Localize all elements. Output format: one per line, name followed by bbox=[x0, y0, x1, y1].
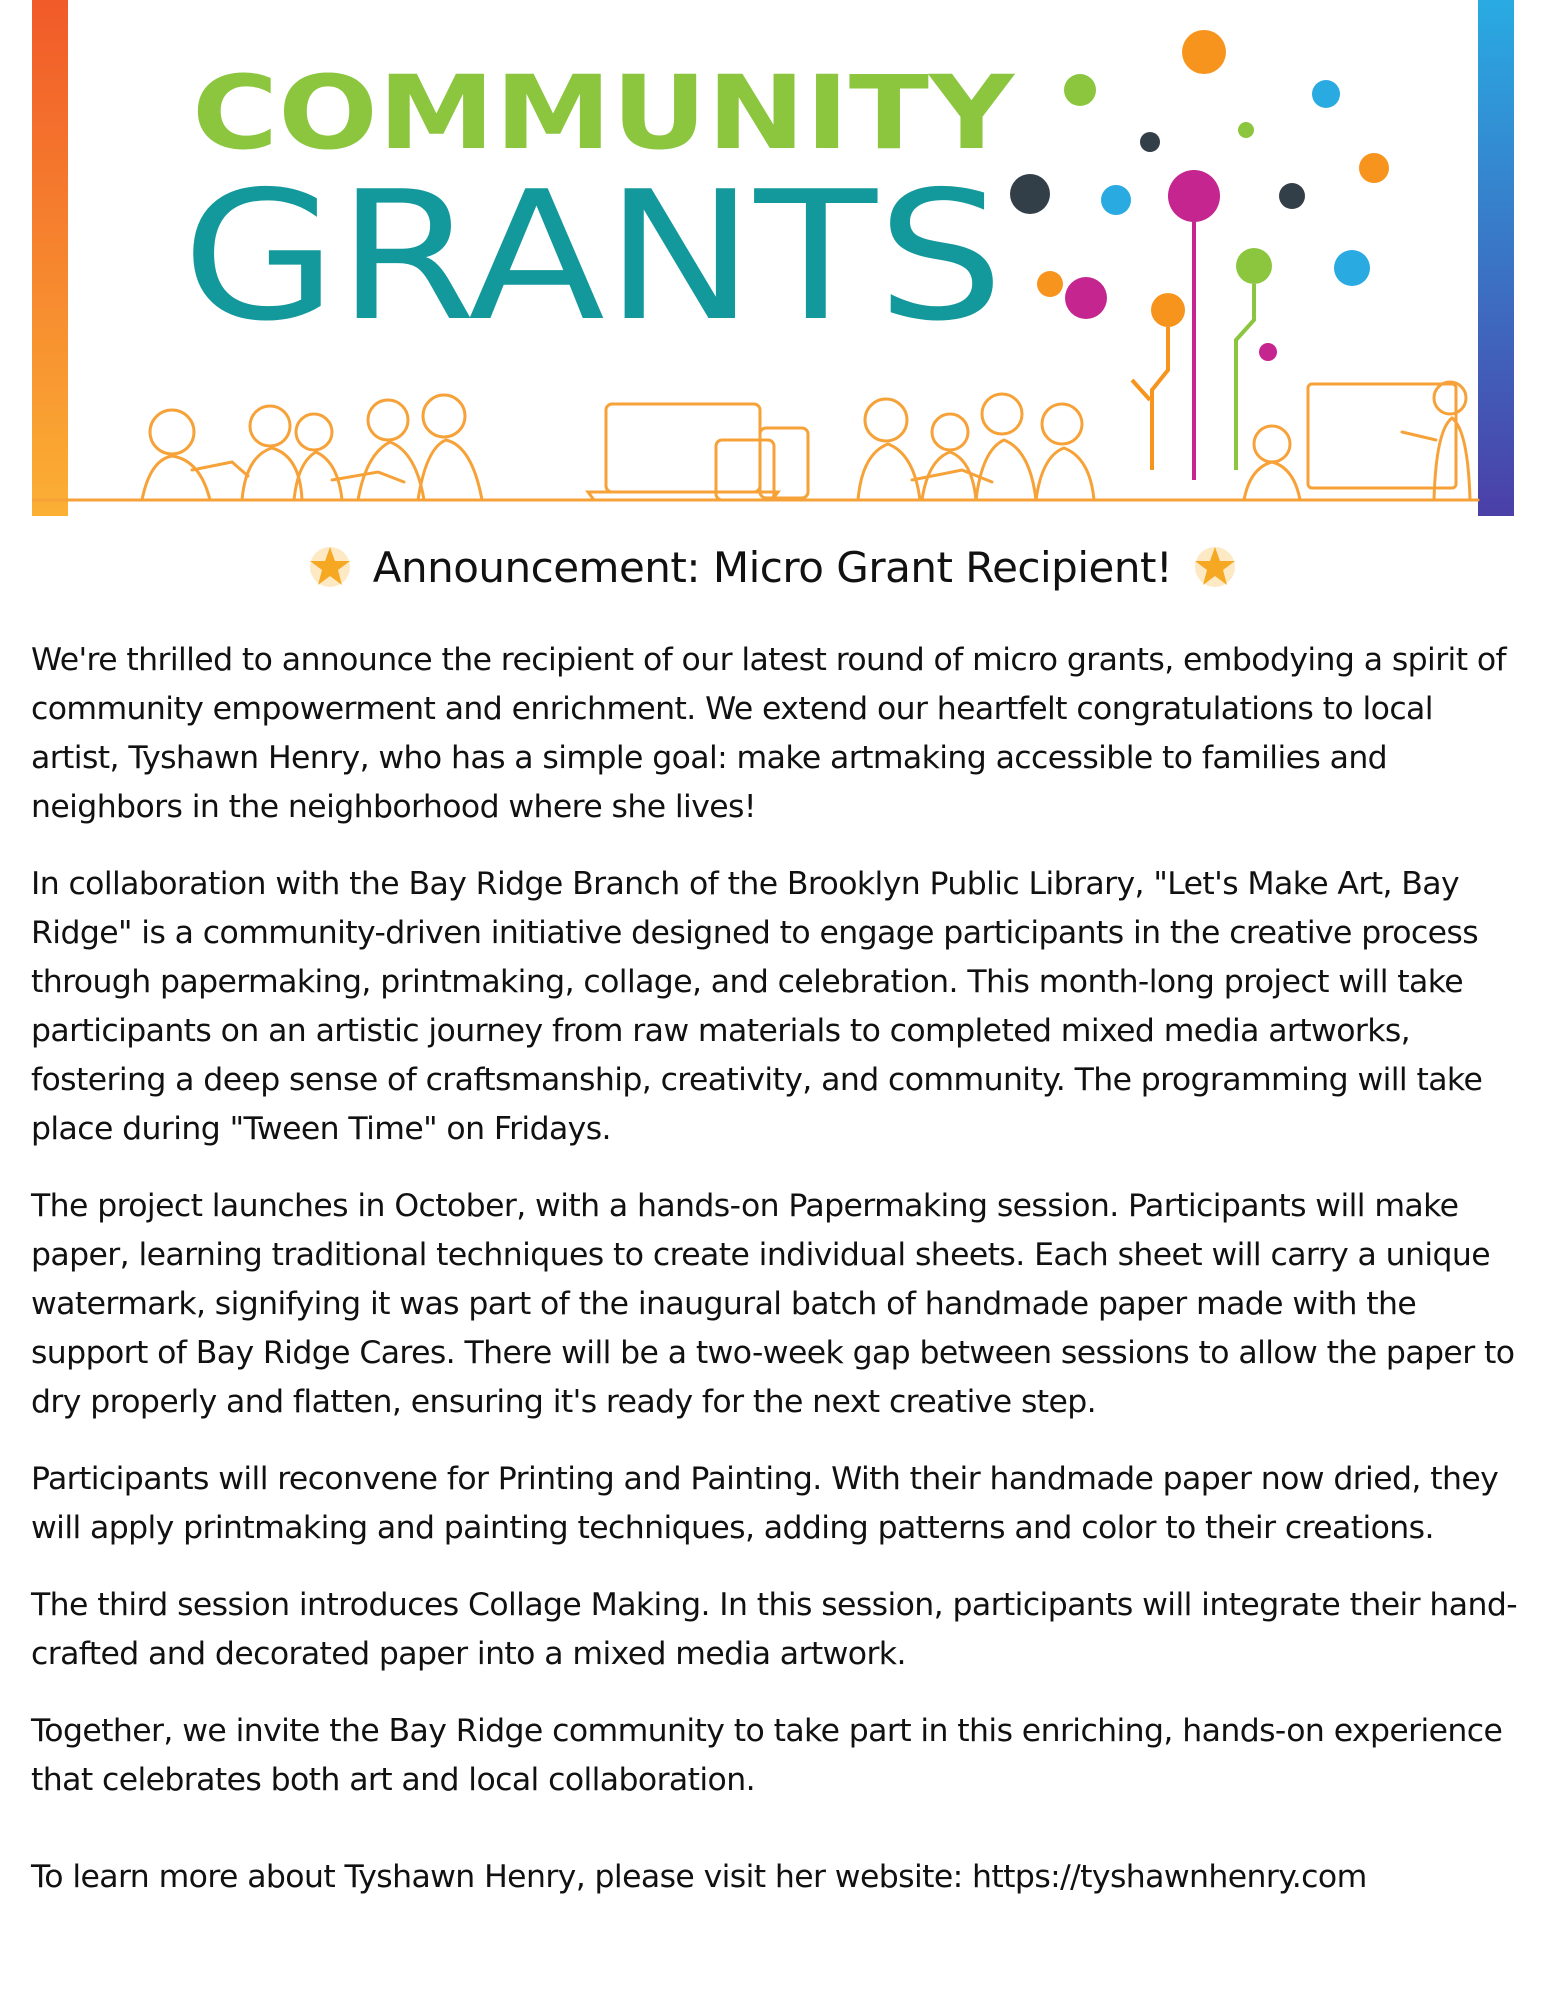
paragraph-recipient: We're thrilled to announce the recipient of our latest round of micro grants, embodying a spirit of community empowerment and enrichment. We extend our heartfelt congratulations to local artist, Tyshawn Henry, who has a simple goal: make artmaking accessible to families and neighbors in the neighborhood where she lives! bbox=[31, 642, 1507, 825]
dot bbox=[1312, 80, 1340, 108]
announcement-heading bbox=[0, 532, 1545, 602]
dot bbox=[1279, 183, 1305, 209]
dot bbox=[1064, 74, 1096, 106]
paragraph-collage: The third session introduces Collage Making. In this session, participants will integrate their hand-crafted and decorated paper into a mixed media artwork. bbox=[31, 1587, 1518, 1672]
dot bbox=[1010, 174, 1050, 214]
paragraph-printing-painting: Participants will reconvene for Printing and Painting. With their handmade paper now dried, they will apply printmaking and painting techniques, adding patterns and color to their creations. bbox=[31, 1461, 1499, 1546]
announcement-title: Announcement: Micro Grant Recipient! bbox=[372, 542, 1173, 592]
right-color-bar bbox=[1478, 0, 1514, 516]
circuit-lines bbox=[1132, 222, 1254, 480]
dot bbox=[1236, 248, 1272, 284]
dot bbox=[1359, 153, 1389, 183]
paragraph-collaboration: In collaboration with the Bay Ridge Branch of the Brooklyn Public Library, "Let's Make Art, Bay Ridge" is a community-driven initiative designed to engage participants in the creative process through papermaking, printmaking, collage, and celebration. This month-long project will take participants on an artistic journey from raw materials to completed mixed media artworks, fostering a deep sense of craftsmanship, creativity, and community. The programming will take place during "Tween Time" on Fridays. bbox=[31, 866, 1483, 1147]
dot bbox=[1065, 277, 1107, 319]
banner-community-text: COMMUNITY bbox=[192, 54, 1016, 173]
dot bbox=[1037, 271, 1063, 297]
dot bbox=[1182, 30, 1226, 74]
sparkle-star-icon bbox=[305, 542, 355, 592]
left-color-bar bbox=[32, 0, 68, 516]
paragraph-papermaking: The project launches in October, with a hands-on Papermaking session. Participants will make paper, learning traditional techniques to create individual sheets. Each sheet will carry a unique watermark, signifying it was part of the inaugural batch of handmade paper made with the support of Bay Ridge Cares. There will be a two-week gap between sessions to allow the paper to dry properly and flatten, ensuring it's ready for the next creative step. bbox=[31, 1188, 1515, 1420]
sparkle-star-icon bbox=[1190, 542, 1240, 592]
dot bbox=[1151, 293, 1185, 327]
dot bbox=[1334, 250, 1370, 286]
dot bbox=[1259, 343, 1277, 361]
community-grants-banner bbox=[32, 0, 1514, 516]
confetti-dots bbox=[1010, 30, 1389, 361]
paragraph-website: To learn more about Tyshawn Henry, please visit her website: https://tyshawnhenry.com bbox=[31, 1859, 1367, 1895]
paragraph-invitation: Together, we invite the Bay Ridge community to take part in this enriching, hands-on experience that celebrates both art and local collaboration. bbox=[31, 1713, 1503, 1798]
announcement-body bbox=[31, 636, 1521, 1930]
dot bbox=[1168, 170, 1220, 222]
people-line-art bbox=[32, 382, 1478, 500]
dot bbox=[1101, 185, 1131, 215]
dot bbox=[1140, 132, 1160, 152]
dot bbox=[1238, 122, 1254, 138]
banner-grants-text: GRANTS bbox=[182, 153, 1004, 360]
